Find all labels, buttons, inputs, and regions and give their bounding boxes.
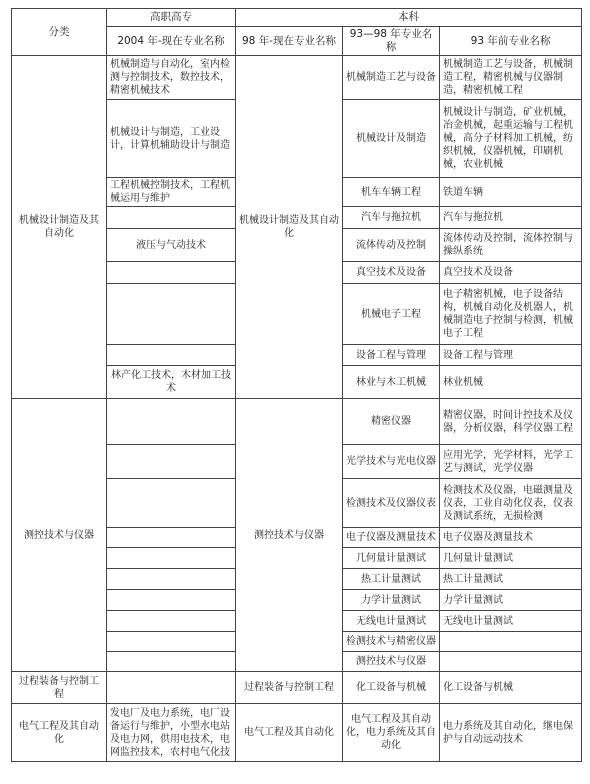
- pre93-major-cell: 机械设计与制造，矿业机械，冶金机械，起重运输与工程机械，高分子材料加工机械，纺织机械，仪器机械，印刷机械，农业机械: [440, 100, 582, 178]
- row-divider: [107, 444, 236, 445]
- hv-major-cell: [107, 207, 236, 229]
- hv-major-cell: [107, 284, 236, 345]
- pre93-major-cell: 铁道车辆: [440, 178, 582, 207]
- header-ug-98: 98 年-现在专业名称: [236, 27, 343, 56]
- pre93-major-cell: 热工计量测试: [440, 569, 582, 590]
- pre93-major-cell: 设备工程与管理: [440, 345, 582, 366]
- header-higher-vocational: 高职高专: [107, 9, 236, 27]
- row-divider: [107, 610, 236, 611]
- ug93-98-major-cell: 几何量计量测试: [343, 548, 440, 569]
- ug93-98-major-cell: 热工计量测试: [343, 569, 440, 590]
- ug93-98-major-cell: 力学计量测试: [343, 590, 440, 611]
- pre93-major-cell: 无线电计量测试: [440, 611, 582, 632]
- ug93-98-major-cell: 电气工程及其自动化，电力系统及其自动化: [343, 704, 440, 762]
- row-divider: [107, 631, 236, 632]
- ug93-98-major-cell: 检测技术及仪器仪表: [343, 479, 440, 528]
- hv-major-cell: [107, 672, 236, 704]
- pre93-major-cell: 检测技术及仪器，电磁测量及仪表，工业自动化仪表，仪表及测试系统，无损检测: [440, 479, 582, 528]
- ug98-major-cell: 过程装备与控制工程: [236, 672, 343, 704]
- header-ug-pre93: 93 年前专业名称: [440, 27, 582, 56]
- major-table-sheet: [11, 8, 581, 762]
- ug98-major-cell: 机械设计制造及其自动化: [236, 56, 343, 399]
- row-divider: [107, 527, 236, 528]
- ug93-98-major-cell: 机车车辆工程: [343, 178, 440, 207]
- ug93-98-major-cell: 测控技术与仪器: [343, 652, 440, 672]
- ug93-98-major-cell: 机械电子工程: [343, 284, 440, 345]
- hv-major-cell: 林产化工技术，木材加工技术: [107, 366, 236, 399]
- ug93-98-major-cell: 林业与木工机械: [343, 366, 440, 399]
- hv-major-cell: 发电厂及电力系统，电厂设备运行与维护，小型水电站及电力网，供用电技术，电网监控技术，农村电气化技: [107, 704, 236, 762]
- pre93-major-cell: [440, 652, 582, 672]
- hv-major-cell: [107, 262, 236, 284]
- category-cell: 测控技术与仪器: [12, 399, 107, 672]
- hv-major-cell: 机械设计与制造，工业设计，计算机辅助设计与制造: [107, 100, 236, 178]
- ug93-98-major-cell: 机械制造工艺与设备: [343, 56, 440, 100]
- pre93-major-cell: 几何量计量测试: [440, 548, 582, 569]
- header-hv-2004: 2004 年-现在专业名称: [107, 27, 236, 56]
- pre93-major-cell: 真空技术及设备: [440, 262, 582, 284]
- hv-major-cell: [107, 345, 236, 366]
- ug93-98-major-cell: 设备工程与管理: [343, 345, 440, 366]
- row-divider: [107, 651, 236, 652]
- ug93-98-major-cell: 精密仪器: [343, 399, 440, 445]
- ug93-98-major-cell: 流体传动及控制: [343, 229, 440, 262]
- header-ug-93-98: 93—98 年专业名称: [343, 27, 440, 56]
- ug93-98-major-cell: 汽车与拖拉机: [343, 207, 440, 229]
- pre93-major-cell: 汽车与拖拉机: [440, 207, 582, 229]
- ug93-98-major-cell: 光学技术与光电仪器: [343, 445, 440, 479]
- pre93-major-cell: 化工设备与机械: [440, 672, 582, 704]
- ug93-98-major-cell: 化工设备与机械: [343, 672, 440, 704]
- pre93-major-cell: [440, 632, 582, 652]
- pre93-major-cell: 电子仪器及测量技术: [440, 528, 582, 548]
- hv-major-cell: 液压与气动技术: [107, 229, 236, 262]
- ug93-98-major-cell: 机械设计及制造: [343, 100, 440, 178]
- pre93-major-cell: 机械制造工艺与设备，机械制造工程，精密机械与仪器制造，精密机械工程: [440, 56, 582, 100]
- hv-major-cell: 工程机械控制技术，工程机械运用与维护: [107, 178, 236, 207]
- category-cell: 机械设计制造及其自动化: [12, 56, 107, 399]
- ug93-98-major-cell: 检测技术与精密仪器: [343, 632, 440, 652]
- pre93-major-cell: 电力系统及其自动化，继电保护与自动远动技术: [440, 704, 582, 762]
- pre93-major-cell: 电子精密机械，电子设备结构，机械自动化及机器人，机械制造电子控制与检测，机械电子工程: [440, 284, 582, 345]
- header-category: 分类: [12, 9, 107, 56]
- hv-major-cell: 机械制造与自动化，室内检测与控制技术，数控技术，精密机械技术: [107, 56, 236, 100]
- pre93-major-cell: 林业机械: [440, 366, 582, 399]
- ug93-98-major-cell: 电子仪器及测量技术: [343, 528, 440, 548]
- header-undergrad: 本科: [236, 9, 582, 27]
- ug93-98-major-cell: 无线电计量测试: [343, 611, 440, 632]
- ug98-major-cell: 电气工程及其自动化: [236, 704, 343, 762]
- pre93-major-cell: 力学计量测试: [440, 590, 582, 611]
- category-cell: 过程装备与控制工程: [12, 672, 107, 704]
- row-divider: [107, 547, 236, 548]
- pre93-major-cell: 应用光学，光学材料，光学工艺与测试，光学仪器: [440, 445, 582, 479]
- major-comparison-table: [11, 8, 582, 762]
- row-divider: [107, 589, 236, 590]
- ug93-98-major-cell: 真空技术及设备: [343, 262, 440, 284]
- row-divider: [107, 478, 236, 479]
- row-divider: [107, 568, 236, 569]
- ug98-major-cell: 测控技术与仪器: [236, 399, 343, 672]
- category-cell: 电气工程及其自动化: [12, 704, 107, 762]
- pre93-major-cell: 流体传动及控制，流体控制与操纵系统: [440, 229, 582, 262]
- pre93-major-cell: 精密仪器，时间计控技术及仪器，分析仪器，科学仪器工程: [440, 399, 582, 445]
